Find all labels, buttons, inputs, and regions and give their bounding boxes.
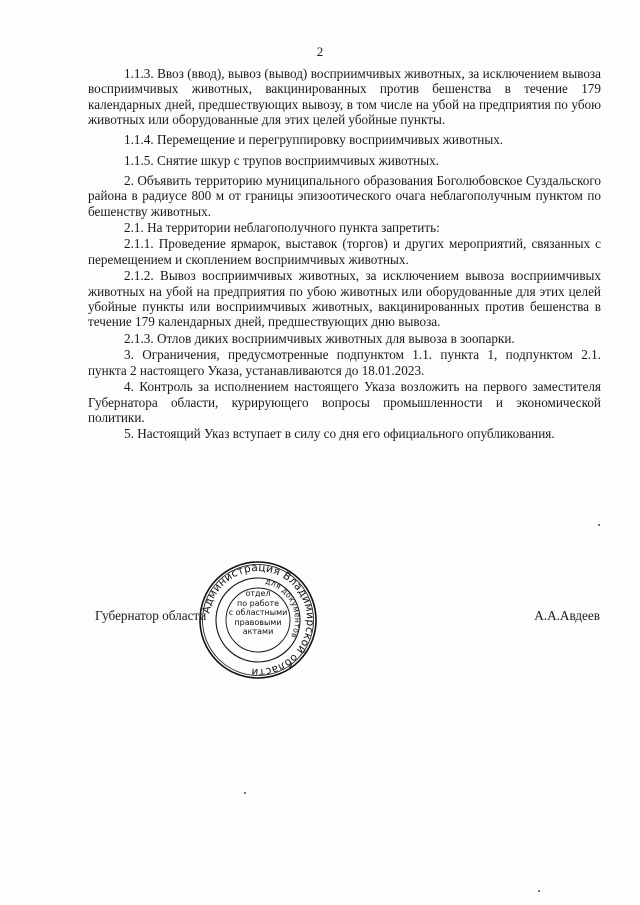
paragraph-5: 5. Настоящий Указ вступает в силу со дня его официального опубликования.	[124, 426, 555, 442]
signatory-title: Губернатор области	[95, 608, 207, 623]
paragraph-4: 4. Контроль за исполнением настоящего Указа возложить на первого заместителя Губернатора области, курирующего вопросы промышленности и экономической политики.	[88, 379, 601, 425]
paragraph-2-1-1: 2.1.1. Проведение ярмарок, выставок (торгов) и других мероприятий, связанных с перемещением и скоплением восприимчивых животных.	[88, 236, 601, 267]
stamp-outer-text: Администрация Владимирской области	[200, 561, 317, 679]
stamp-center-text: отдел по работе с областными правовыми актами	[228, 589, 288, 637]
scan-speck	[598, 524, 600, 526]
signatory-name: А.А.Авдеев	[534, 608, 600, 623]
paragraph-2: 2. Объявить территорию муниципального образования Боголюбовское Суздальского района в радиусе 800 м от границы эпизоотического очага неблагополучным пунктом по бешенству животных.	[88, 172, 601, 219]
page-number: 2	[316, 44, 324, 59]
paragraph-1-1-5: 1.1.5. Снятие шкур с трупов восприимчивых животных.	[124, 152, 439, 168]
official-stamp	[198, 560, 318, 680]
paragraph-3: 3. Ограничения, предусмотренные подпунктом 1.1. пункта 1, подпунктом 2.1. пункта 2 настоящего Указа, устанавливаются до 18.01.2023.	[88, 347, 601, 378]
paragraph-2-1-3: 2.1.3. Отлов диких восприимчивых животных для вывоза в зоопарки.	[124, 330, 515, 346]
paragraph-1-1-4: 1.1.4. Перемещение и перегруппировку восприимчивых животных.	[124, 132, 504, 148]
stamp-inner-text: для документов	[264, 576, 303, 640]
scan-speck	[244, 792, 246, 794]
scan-speck	[538, 890, 540, 892]
paragraph-2-1-2: 2.1.2. Вывоз восприимчивых животных, за исключением вывоза восприимчивых животных на убой на предприятия по убою животных или оборудованные для этих целей убойные пункты или восприимчивых животных, вакцинированных против бешенства в течение 179 календарных дней, предшествующих дню вывоза.	[88, 268, 601, 330]
paragraph-1-1-3: 1.1.3. Ввоз (ввод), вывоз (вывод) восприимчивых животных, за исключением вывоза восприимчивых животных, вакцинированных против бешенства в течение 179 календарных дней, предшествующих вывозу, в том числе на убой на предприятия по убою животных или оборудованные для этих целей убойные пункты.	[88, 66, 601, 128]
document-body	[88, 66, 601, 443]
paragraph-2-1: 2.1. На территории неблагополучного пункта запретить:	[124, 220, 440, 236]
